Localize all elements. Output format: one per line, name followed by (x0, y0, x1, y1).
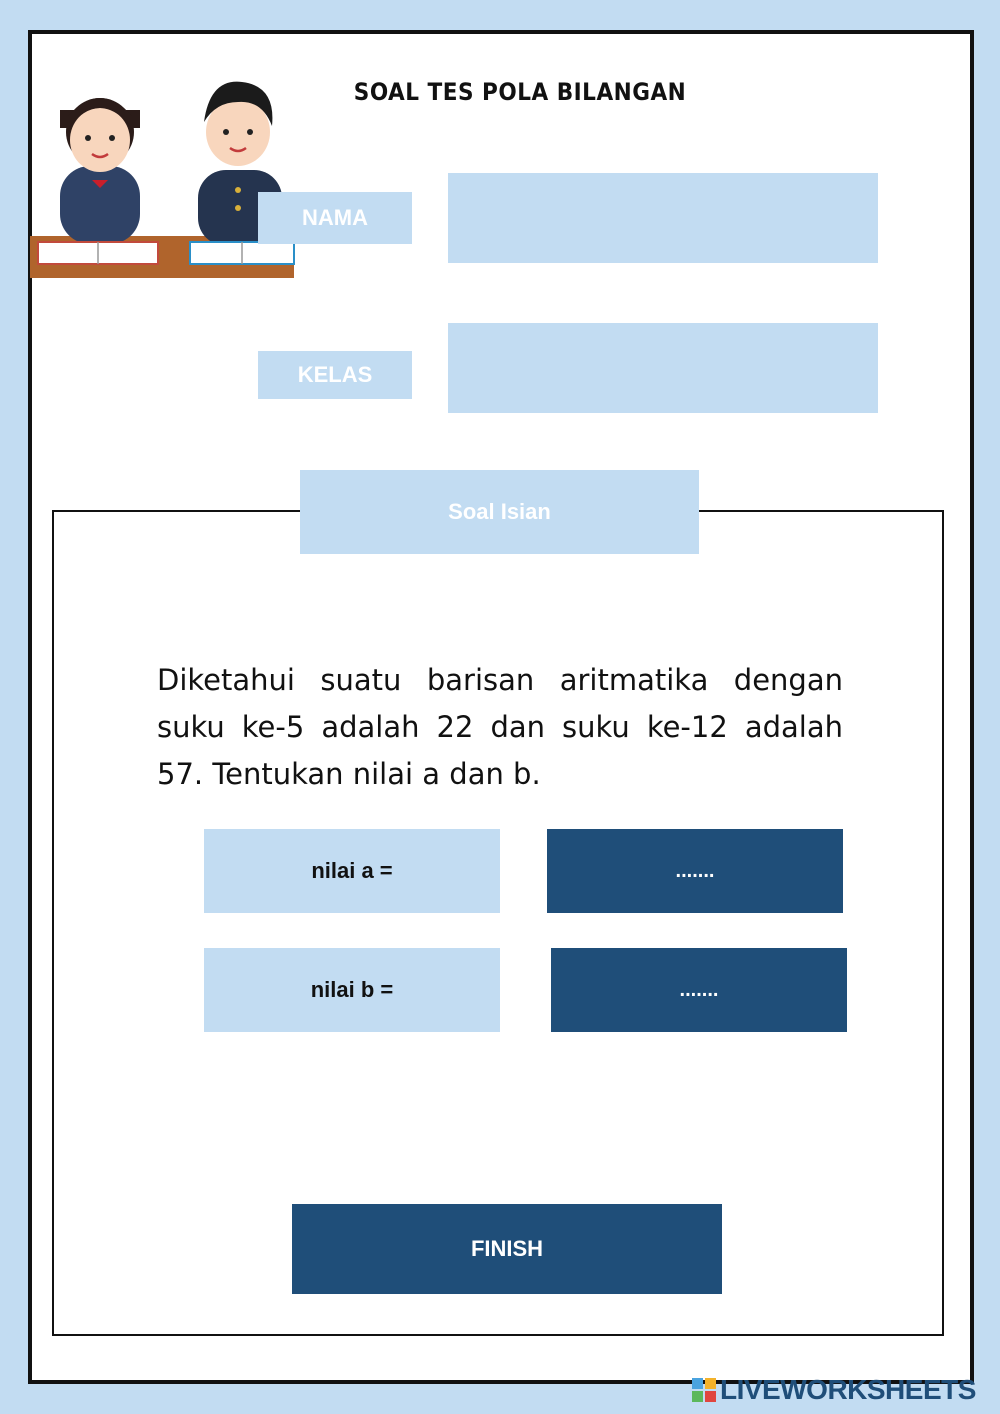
name-label: NAMA (258, 192, 412, 244)
answer-b-field[interactable]: ....... (551, 948, 847, 1032)
class-label: KELAS (258, 351, 412, 399)
question-text: Diketahui suatu barisan aritmatika dengan suku ke-5 adalah 22 dan suku ke-12 adalah 57. Tentukan nilai a dan b. (157, 663, 843, 791)
answer-b-label: nilai b = (204, 948, 500, 1032)
students-illustration (30, 70, 295, 280)
answer-a-label: nilai a = (204, 829, 500, 913)
brand-name: LIVEWORKSHEETS (720, 1374, 976, 1405)
liveworksheets-logo (692, 1374, 976, 1406)
section-title: Soal Isian (300, 470, 699, 554)
name-input[interactable] (448, 173, 878, 263)
answer-a-field[interactable]: ....... (547, 829, 843, 913)
class-input[interactable] (448, 323, 878, 413)
finish-button[interactable]: FINISH (292, 1204, 722, 1294)
worksheet-title: SOAL TES POLA BILANGAN (353, 78, 687, 106)
liveworksheets-icon (692, 1378, 716, 1402)
